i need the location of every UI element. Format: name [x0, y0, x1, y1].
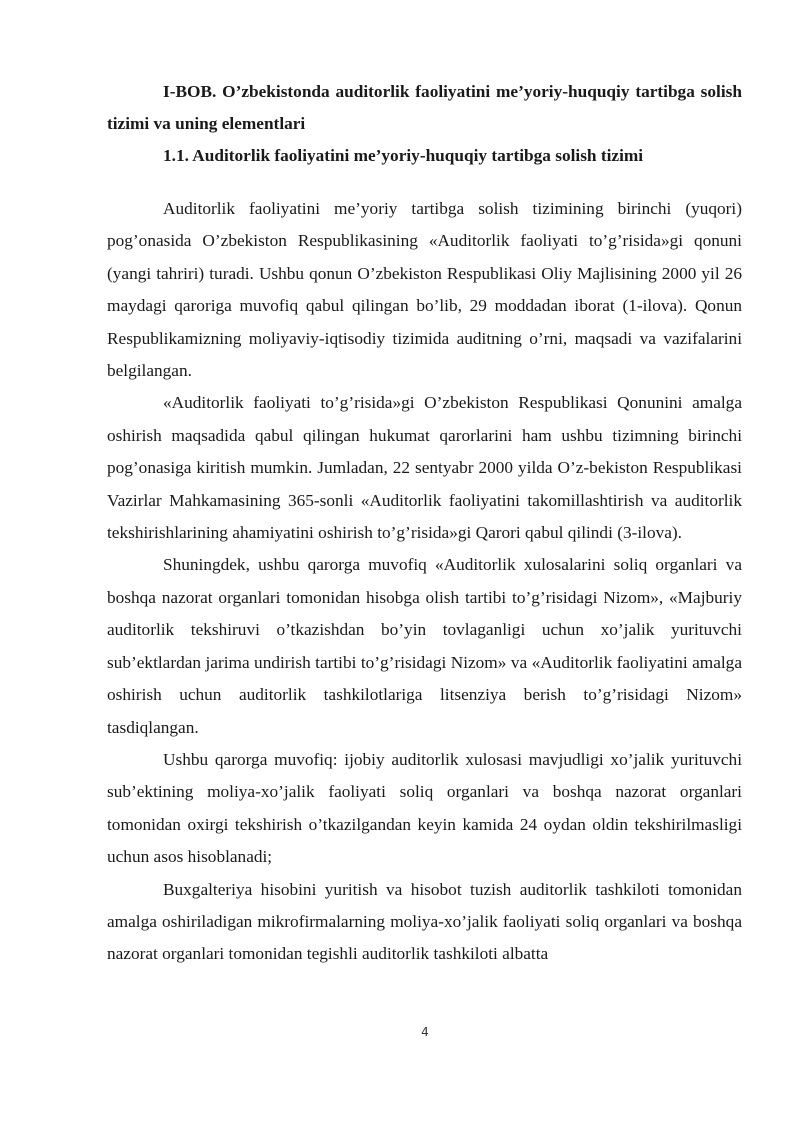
section-heading: 1.1. Auditorlik faoliyatini me’yoriy-huquqiy tartibga solish tizimi [163, 146, 644, 165]
paragraph: Buxgalteriya hisobini yuritish va hisobot tuzish auditorlik tashkiloti tomonidan amalga oshiriladigan mikrofirmalarning moliya-xo’jalik faoliyati soliq organlari va boshqa nazorat organlari tomonidan tegishli auditorlik tashkiloti albatta [107, 879, 742, 964]
page-number: 4 [421, 1025, 429, 1039]
paragraph: Ushbu qarorga muvofiq: ijobiy auditorlik xulosasi mavjudligi xo’jalik yurituvchi sub’ektining moliya-xo’jalik faoliyati soliq organlari va boshqa nazorat organlari tomonidan oxirgi tekshirish o’tkazilgandan keyin kamida 24 oydan oldin tekshirilmasligi uchun asos hisoblanadi; [107, 749, 742, 867]
chapter-heading: I-BOB. O’zbekistonda auditorlik faoliyatini me’yoriy-huquqiy tartibga solish tizimi va uning elementlari [107, 82, 742, 133]
page-content [107, 76, 742, 971]
paragraph: Shuningdek, ushbu qarorga muvofiq «Auditorlik xulosalarini soliq organlari va boshqa nazorat organlari tomonidan hisobga olish tartibi to’g’risidagi Nizom», «Majburiy auditorlik tekshiruvi o’tkazishdan bo’yin tovlaganligi uchun xo’jalik yurituvchi sub’ektlardan jarima undirish tartibi to’g’risidagi Nizom» va «Auditorlik faoliyatini amalga oshirish uchun auditorlik tashkilotlariga litsenziya berish to’g’risidagi Nizom» tasdiqlangan. [107, 555, 742, 737]
paragraph: Auditorlik faoliyatini me’yoriy tartibga solish tizimining birinchi (yuqori) pog’onasida O’zbekiston Respublikasining «Auditorlik faoliyati to’g’risida»gi qonuni (yangi tahriri) turadi. Ushbu qonun O’zbekiston Respublikasi Oliy Majlisining 2000 yil 26 maydagi qaroriga muvofiq qabul qilingan bo’lib, 29 moddadan iborat (1-ilova). Qonun Respublikamizning moliyaviy-iqtisodiy tizimida auditning o’rni, maqsadi va vazifalarini belgilangan. [107, 199, 742, 381]
paragraph: «Auditorlik faoliyati to’g’risida»gi O’zbekiston Respublikasi Qonunini amalga oshirish maqsadida qabul qilingan hukumat qarorlarini ham ushbu tizimning birinchi pog’onasiga kiritish mumkin. Jumladan, 22 sentyabr 2000 yilda O’z-bekiston Respublikasi Vazirlar Mahkamasining 365-sonli «Auditorlik faoliyatini takomillashtirish va auditorlik tekshirishlarining ahamiyatini oshirish to’g’risida»gi Qarori qabul qilindi (3-ilova). [107, 393, 742, 543]
